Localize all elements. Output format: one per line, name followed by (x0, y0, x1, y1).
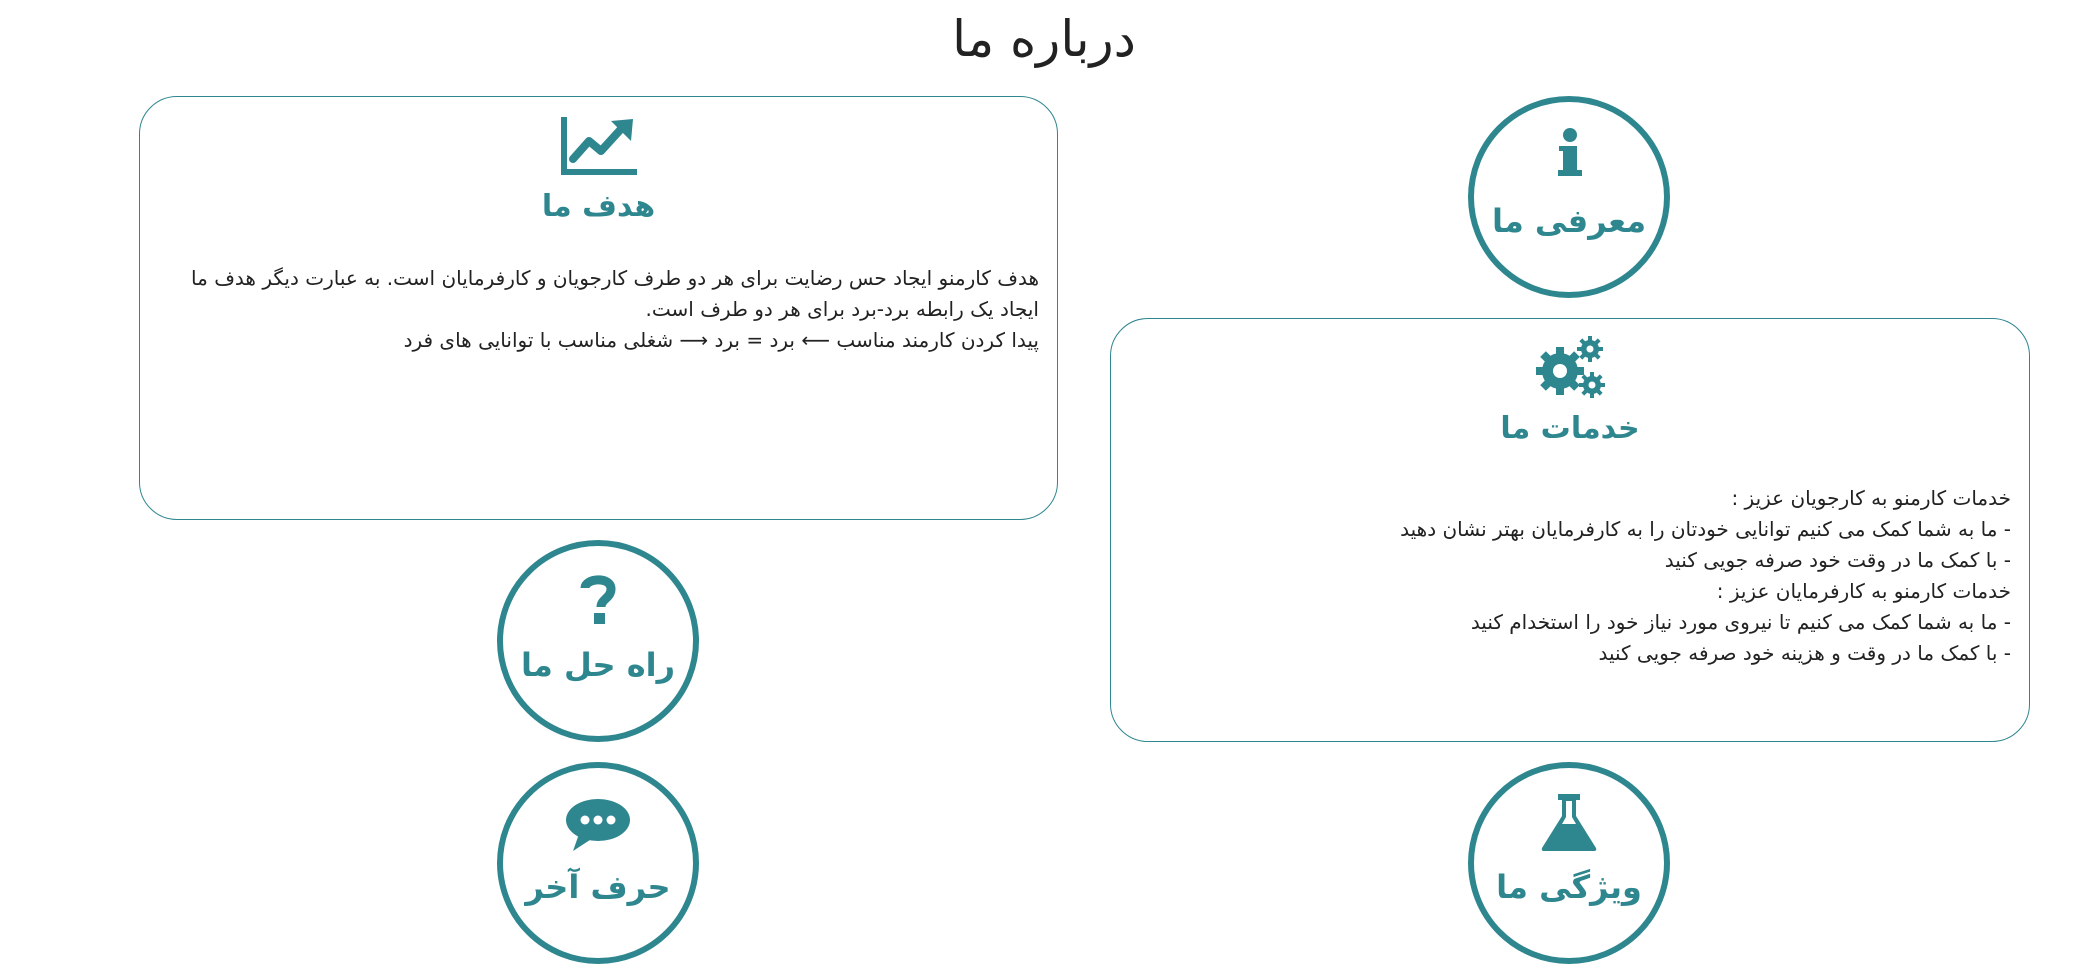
services-text (1131, 483, 2011, 669)
services-line: - ما به شما کمک می کنیم تا نیروی مورد نیاز خود را استخدام کنید (1470, 610, 2011, 634)
solution-circle-label: راه حل ما (520, 646, 675, 684)
goal-line: هدف کارمنو ایجاد حس رضایت برای هر دو طرف کارجویان و کارفرمایان است. به عبارت دیگر هدف ما (191, 266, 1039, 290)
page-title: درباره ما (952, 10, 1136, 68)
services-line: خدمات کارمنو به کارجویان عزیز : (1731, 486, 2011, 510)
question-icon (580, 574, 616, 630)
goal-text (159, 263, 1039, 356)
services-card (1110, 318, 2030, 742)
services-line: - با کمک ما در وقت خود صرفه جویی کنید (1664, 548, 2011, 572)
goal-line: ایجاد یک رابطه برد-برد برای هر دو طرف است. (645, 297, 1039, 321)
services-line: - ما به شما کمک می کنیم توانایی خودتان را به کارفرمایان بهتر نشان دهید (1400, 517, 2011, 541)
gears-icon (1532, 335, 1608, 405)
goal-heading: هدف ما (541, 189, 656, 224)
services-line: - با کمک ما در وقت و هزینه خود صرفه جویی کنید (1598, 641, 2011, 665)
info-icon (1554, 128, 1584, 182)
intro-circle-label: معرفی ما (1491, 202, 1647, 240)
solution-circle-button[interactable] (497, 540, 699, 742)
goal-card (139, 96, 1058, 520)
last-word-circle-button[interactable] (497, 762, 699, 964)
services-heading: خدمات ما (1500, 411, 1640, 446)
flask-icon (1540, 792, 1598, 856)
goal-line: پیدا کردن کارمند مناسب ⟵ برد = برد ⟶ شغلی مناسب با توانایی های فرد (403, 328, 1039, 352)
features-circle-button[interactable] (1468, 762, 1670, 964)
line-chart-icon (559, 115, 639, 181)
intro-circle-button[interactable] (1468, 96, 1670, 298)
last-word-circle-label: حرف آخر (525, 868, 671, 906)
chat-bubbles-icon (565, 798, 631, 856)
features-circle-label: ویژگی ما (1496, 868, 1642, 906)
services-line: خدمات کارمنو به کارفرمایان عزیز : (1716, 579, 2011, 603)
